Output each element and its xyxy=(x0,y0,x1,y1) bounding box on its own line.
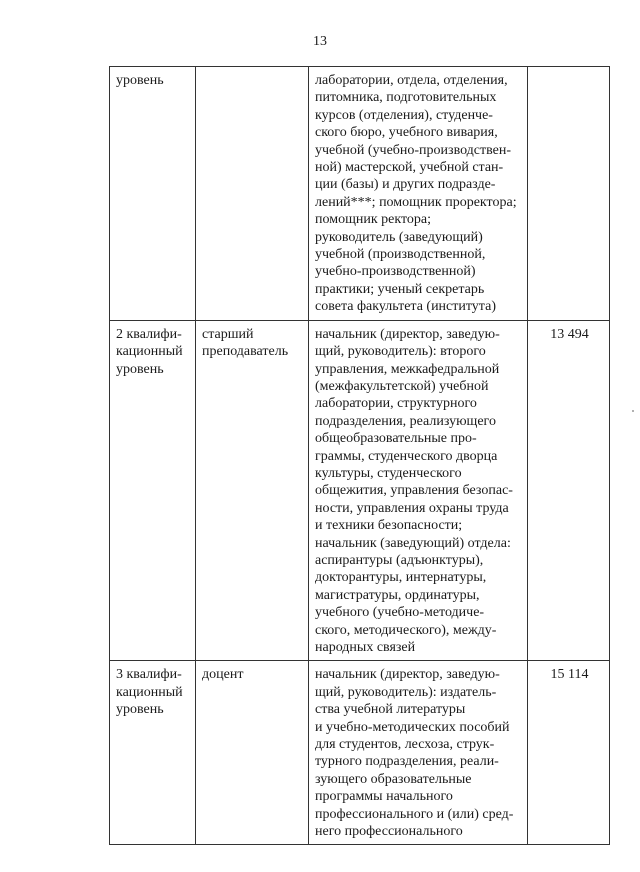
salary-cell: 15 114 xyxy=(528,661,610,845)
position-cell xyxy=(196,67,309,321)
table-row xyxy=(110,661,610,845)
position-cell: старший преподаватель xyxy=(196,320,309,661)
duties-cell: начальник (директор, заведую- щий, руководитель): второго управления, межкафедральной (межфакультетской) учебной лаборатории, структурного подразделения, реализующего общеобразовательные про- граммы, студенческого дворца культуры, студенческого общежития, управления безопас- ности, управления охраны труда и техники безопасности; начальник (заведующий) отдела: аспирантуры (адъюнктуры), докторантуры, интернатуры, магистратуры, ординатуры, учебного (учебно-методиче- ского, методического), между- народных связей xyxy=(309,320,528,661)
qualification-level-cell: уровень xyxy=(110,67,196,321)
duties-cell: лаборатории, отдела, отделения, питомника, подготовительных курсов (отделения), студенче- ского бюро, учебного вивария, учебной (учебно-производствен- ной) мастерской, учебной стан- ции (базы) и других подразде- лений***; помощник проректора; помощник ректора; руководитель (заведующий) учебной (производственной, учебно-производственной) практики; ученый секретарь совета факультета (института) xyxy=(309,67,528,321)
table-row xyxy=(110,320,610,661)
duties-cell: начальник (директор, заведую- щий, руководитель): издатель- ства учебной литературы и учебно-методических пособий для студентов, лесхоза, струк- турного подразделения, реали- зующего образовательные программы начального профессионального и (или) сред- него профессионального xyxy=(309,661,528,845)
qualification-level-cell: 2 квалифи- кационный уровень xyxy=(110,320,196,661)
page-number: 13 xyxy=(313,34,327,49)
position-cell: доцент xyxy=(196,661,309,845)
qualification-level-cell: 3 квалифи- кационный уровень xyxy=(110,661,196,845)
salary-cell xyxy=(528,67,610,321)
table-row xyxy=(110,67,610,321)
qualification-table xyxy=(109,66,610,845)
scan-speck xyxy=(632,410,634,412)
salary-cell: 13 494 xyxy=(528,320,610,661)
